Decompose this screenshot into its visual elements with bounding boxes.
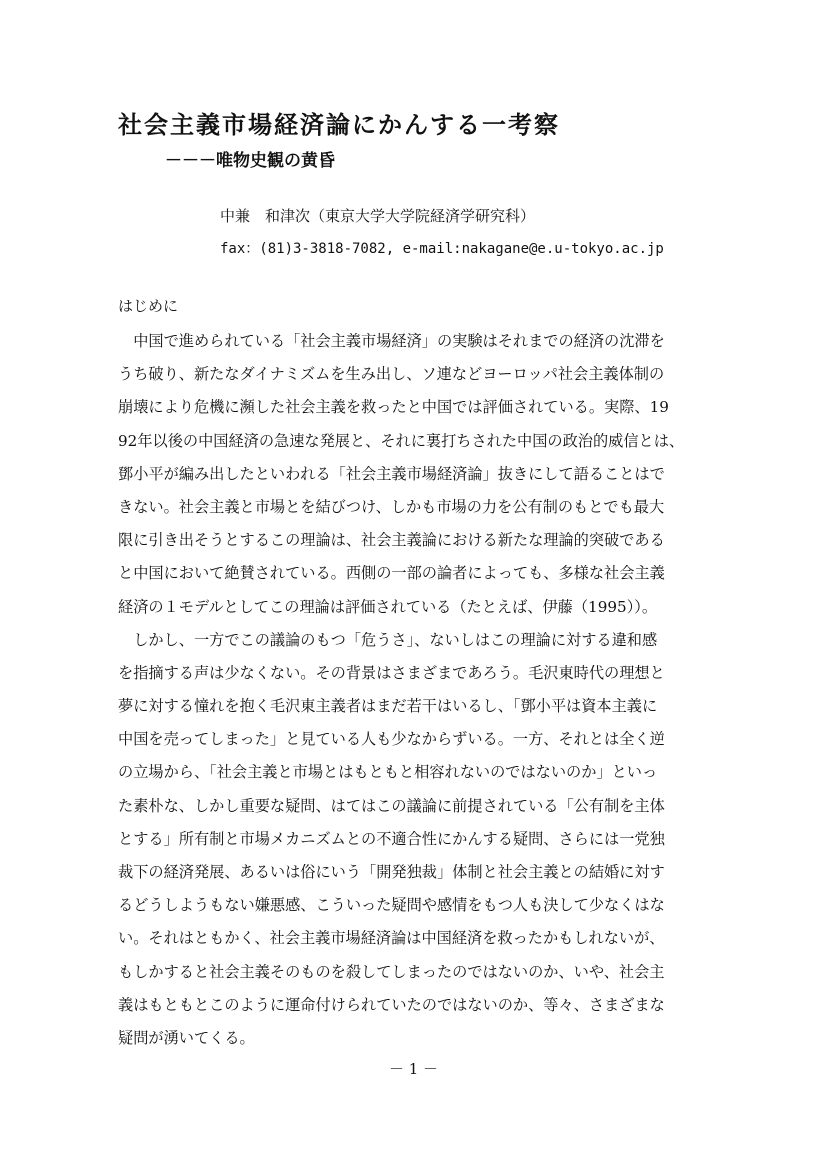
body-line: 限に引き出そうとするこの理論は、社会主義論における新たな理論的突破である [118, 531, 665, 550]
body-line: 92年以後の中国経済の急速な発展と、それに裏打ちされた中国の政治的威信とは、 [118, 431, 685, 450]
body-line: 夢に対する憧れを抱く毛沢東主義者はまだ若干はいるし、「鄧小平は資本主義に [118, 697, 658, 716]
body-line: 疑問が湧いてくる。 [118, 1028, 255, 1047]
body-line: るどうしようもない嫌悪感、こういった疑問や感情をもつ人も決して少なくはな [118, 896, 665, 915]
document-title: 社会主義市場経済論にかんする一考察 [118, 110, 560, 139]
body-line: い。それはともかく、社会主義市場経済論は中国経済を救ったかもしれないが、 [118, 929, 665, 948]
document-subtitle: －－－唯物史観の黄昏 [165, 151, 335, 171]
body-line: と中国において絶賛されている。西側の一部の論者によっても、多様な社会主義 [118, 564, 665, 583]
section-heading: はじめに [118, 297, 179, 315]
contact-line: fax：(81)3-3818-7082, e-mail:nakagane@e.u-tokyo.ac.jp [220, 241, 664, 257]
body-line: た素朴な、しかし重要な疑問、はてはこの議論に前提されている「公有制を主体 [118, 796, 665, 815]
body-line: を指摘する声は少なくない。その背景はさまざまであろう。毛沢東時代の理想と [118, 663, 665, 682]
body-line: とする」所有制と市場メカニズムとの不適合性にかんする疑問、さらには一党独 [118, 829, 665, 848]
body-line: 義はもともとこのように運命付けられていたのではないのか、等々、さまざまな [118, 995, 665, 1014]
author-line: 中兼 和津次（東京大学大学院経済学研究科） [220, 207, 536, 225]
body-line: の立場から、「社会主義と市場とはもともと相容れないのではないのか」といっ [118, 763, 658, 782]
body-line: うち破り、新たなダイナミズムを生み出し、ソ連などヨーロッパ社会主義体制の [118, 365, 665, 384]
body-line: もしかすると社会主義そのものを殺してしまったのではないのか、いや、社会主 [118, 962, 665, 981]
body-line: 崩壊により危機に瀕した社会主義を救ったと中国では評価されている。実際、19 [118, 398, 669, 417]
body-line: 裁下の経済発展、あるいは俗にいう「開発独裁」体制と社会主義との結婚に対す [118, 863, 665, 881]
body-line: 中国を売ってしまった」と見ている人も少なからずいる。一方、それとは全く逆 [118, 730, 665, 749]
body-line: 中国で進められている「社会主義市場経済」の実験はそれまでの経済の沈滞を [118, 332, 665, 350]
body-line: しかし、一方でこの議論のもつ「危うさ」、ないしはこの理論に対する違和感 [118, 630, 658, 649]
body-line: きない。社会主義と市場とを結びつけ、しかも市場の力を公有制のもとでも最大 [118, 497, 665, 516]
body-line: 経済の１モデルとしてこの理論は評価されている（たとえば、伊藤（1995））。 [118, 597, 658, 616]
body-text [118, 325, 758, 1055]
page-number: － 1 － [388, 1060, 439, 1078]
body-line: 鄧小平が編み出したといわれる「社会主義市場経済論」抜きにして語ることはで [118, 464, 665, 483]
